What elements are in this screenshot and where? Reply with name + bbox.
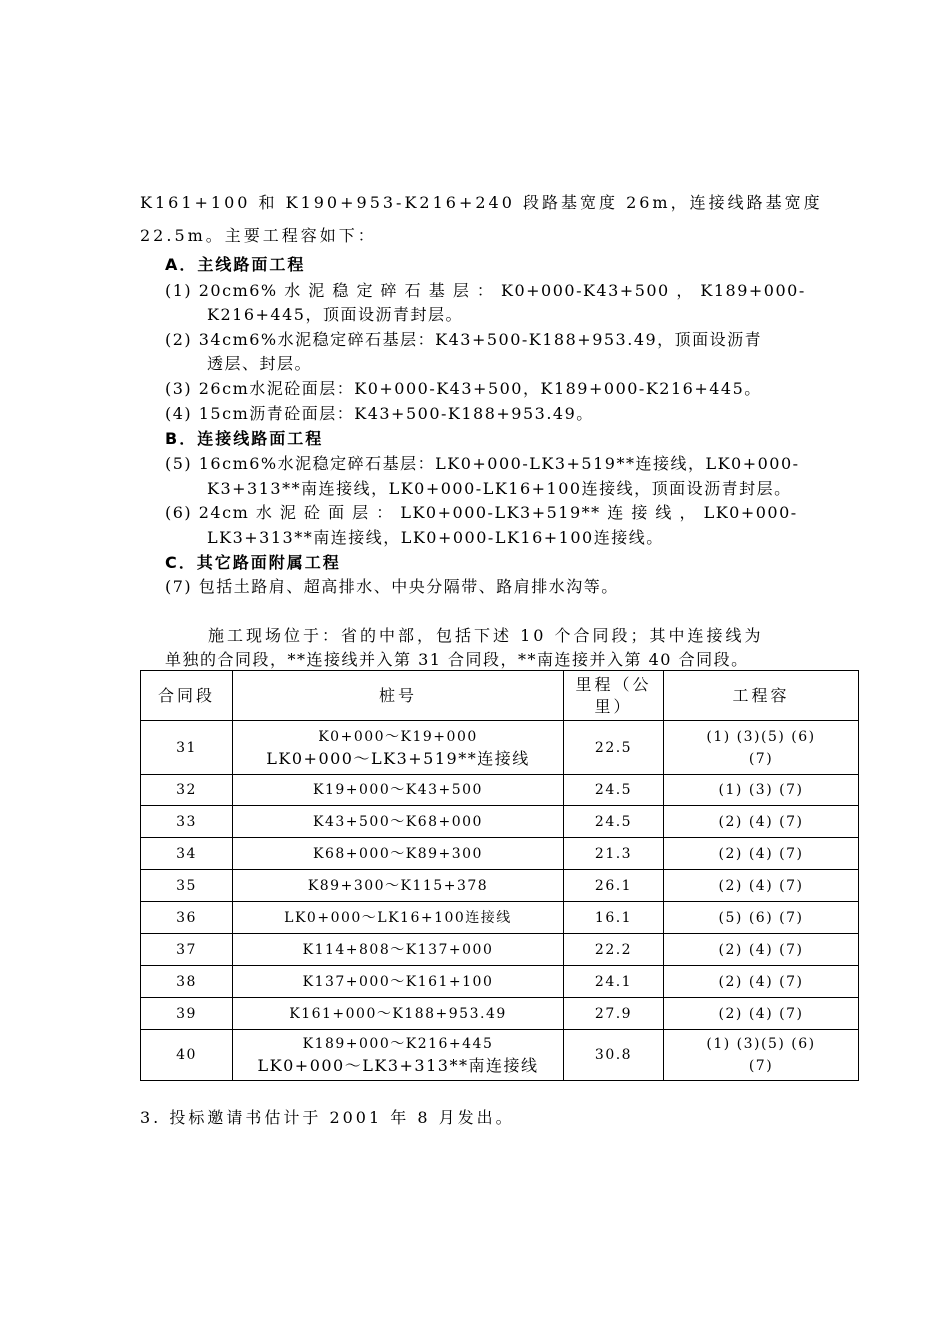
cell-work: [664, 721, 859, 775]
item-3: (3) 26cm水泥砼面层：K0+000-K43+500，K189+000-K216+445。: [165, 379, 762, 398]
cell-mileage: 22.2: [564, 934, 664, 966]
cell-work: (5) (6) (7): [664, 902, 859, 934]
cell-pile: K19+000～K43+500: [233, 775, 564, 806]
cell-pile: [233, 1030, 564, 1081]
cell-work: (2) (4) (7): [664, 838, 859, 870]
header-work: 工程容: [664, 671, 859, 721]
intro-line-1: K161+100 和 K190+953-K216+240 段路基宽度 26m，连接线路基宽度: [140, 193, 823, 212]
table-row: [141, 902, 859, 934]
cell-pile: K161+000～K188+953.49: [233, 998, 564, 1030]
table-row: [141, 775, 859, 806]
table-row: [141, 870, 859, 902]
header-pile: 桩号: [233, 671, 564, 721]
cell-segment: 35: [141, 870, 233, 902]
section-b-heading: B．连接线路面工程: [165, 429, 324, 448]
cell-mileage: 30.8: [564, 1030, 664, 1081]
item-1-line-2: K216+445，顶面设沥青封层。: [207, 305, 463, 324]
cell-work: (2) (4) (7): [664, 870, 859, 902]
item-2-line-2: 透层、封层。: [207, 354, 313, 373]
item-4: (4) 15cm沥青砼面层：K43+500-K188+953.49。: [165, 404, 594, 423]
cell-pile: K137+000～K161+100: [233, 966, 564, 998]
cell-segment: 40: [141, 1030, 233, 1081]
cell-work: (2) (4) (7): [664, 934, 859, 966]
cell-segment: 37: [141, 934, 233, 966]
header-segment: 合同段: [141, 671, 233, 721]
section-a-heading: A．主线路面工程: [165, 255, 306, 274]
cell-mileage: 27.9: [564, 998, 664, 1030]
cell-segment: 34: [141, 838, 233, 870]
item-1-line-1: (1) 20cm6% 水 泥 稳 定 碎 石 基 层 ： K0+000-K43+500 ， K189+000-: [165, 281, 806, 300]
table-row: [141, 721, 859, 775]
cell-work: (2) (4) (7): [664, 998, 859, 1030]
pile-line: K189+000～K216+445: [302, 1036, 494, 1052]
cell-work: (2) (4) (7): [664, 806, 859, 838]
header-mileage: 里程（公里）: [564, 671, 664, 721]
item-7: (7) 包括土路肩、超高排水、中央分隔带、路肩排水沟等。: [165, 577, 619, 596]
item-5-line-1: (5) 16cm6%水泥稳定碎石基层：LK0+000-LK3+519**连接线，LK0+000-: [165, 454, 800, 473]
cell-pile: LK0+000～LK16+100连接线: [233, 902, 564, 934]
cell-mileage: 24.1: [564, 966, 664, 998]
cell-mileage: 24.5: [564, 775, 664, 806]
table-row: [141, 806, 859, 838]
cell-pile: K43+500～K68+000: [233, 806, 564, 838]
cell-pile: [233, 721, 564, 775]
cell-pile: K89+300～K115+378: [233, 870, 564, 902]
work-line: (1) (3)(5) (6): [706, 728, 816, 745]
cell-work: [664, 1030, 859, 1081]
table-row: [141, 998, 859, 1030]
intro-line-2: 22.5m。主要工程容如下：: [140, 226, 377, 245]
table-header-row: [141, 671, 859, 721]
cell-mileage: 26.1: [564, 870, 664, 902]
site-line-1: 施工现场位于：省的中部，包括下述 10 个合同段；其中连接线为: [208, 626, 764, 645]
contract-schedule-table: [140, 670, 859, 1081]
cell-mileage: 22.5: [564, 721, 664, 775]
pile-line-2: LK0+000～LK3+313**南连接线: [257, 1056, 539, 1075]
pile-line-2: LK0+000～LK3+519**连接线: [266, 748, 530, 768]
work-line: (1) (3)(5) (6): [706, 1036, 816, 1052]
cell-mileage: 21.3: [564, 838, 664, 870]
work-line-2: (7): [748, 750, 774, 767]
cell-segment: 33: [141, 806, 233, 838]
item-6-line-2: LK3+313**南连接线，LK0+000-LK16+100连接线。: [207, 528, 664, 547]
cell-pile: K114+808～K137+000: [233, 934, 564, 966]
pile-line: K0+000～K19+000: [318, 728, 478, 745]
section-c-heading: C．其它路面附属工程: [165, 553, 341, 572]
work-line-2: (7): [748, 1058, 774, 1074]
table-row: [141, 966, 859, 998]
item-5-line-2: K3+313**南连接线，LK0+000-LK16+100连接线，顶面设沥青封层。: [207, 479, 792, 498]
table-row: [141, 1030, 859, 1081]
table-row: [141, 838, 859, 870]
cell-segment: 32: [141, 775, 233, 806]
cell-mileage: 16.1: [564, 902, 664, 934]
item-2-line-1: (2) 34cm6%水泥稳定碎石基层：K43+500-K188+953.49，顶面设沥青: [165, 330, 763, 349]
site-line-2: 单独的合同段，**连接线并入第 31 合同段，**南连接并入第 40 合同段。: [165, 650, 749, 669]
cell-work: (2) (4) (7): [664, 966, 859, 998]
cell-segment: 36: [141, 902, 233, 934]
table-row: [141, 934, 859, 966]
cell-mileage: 24.5: [564, 806, 664, 838]
footer-note: 3. 投标邀请书估计于 2001 年 8 月发出。: [140, 1108, 515, 1127]
cell-pile: K68+000～K89+300: [233, 838, 564, 870]
item-6-line-1: (6) 24cm 水 泥 砼 面 层 ： LK0+000-LK3+519** 连 接 线 ， LK0+000-: [165, 503, 798, 522]
cell-work: (1) (3) (7): [664, 775, 859, 806]
cell-segment: 31: [141, 721, 233, 775]
cell-segment: 38: [141, 966, 233, 998]
cell-segment: 39: [141, 998, 233, 1030]
